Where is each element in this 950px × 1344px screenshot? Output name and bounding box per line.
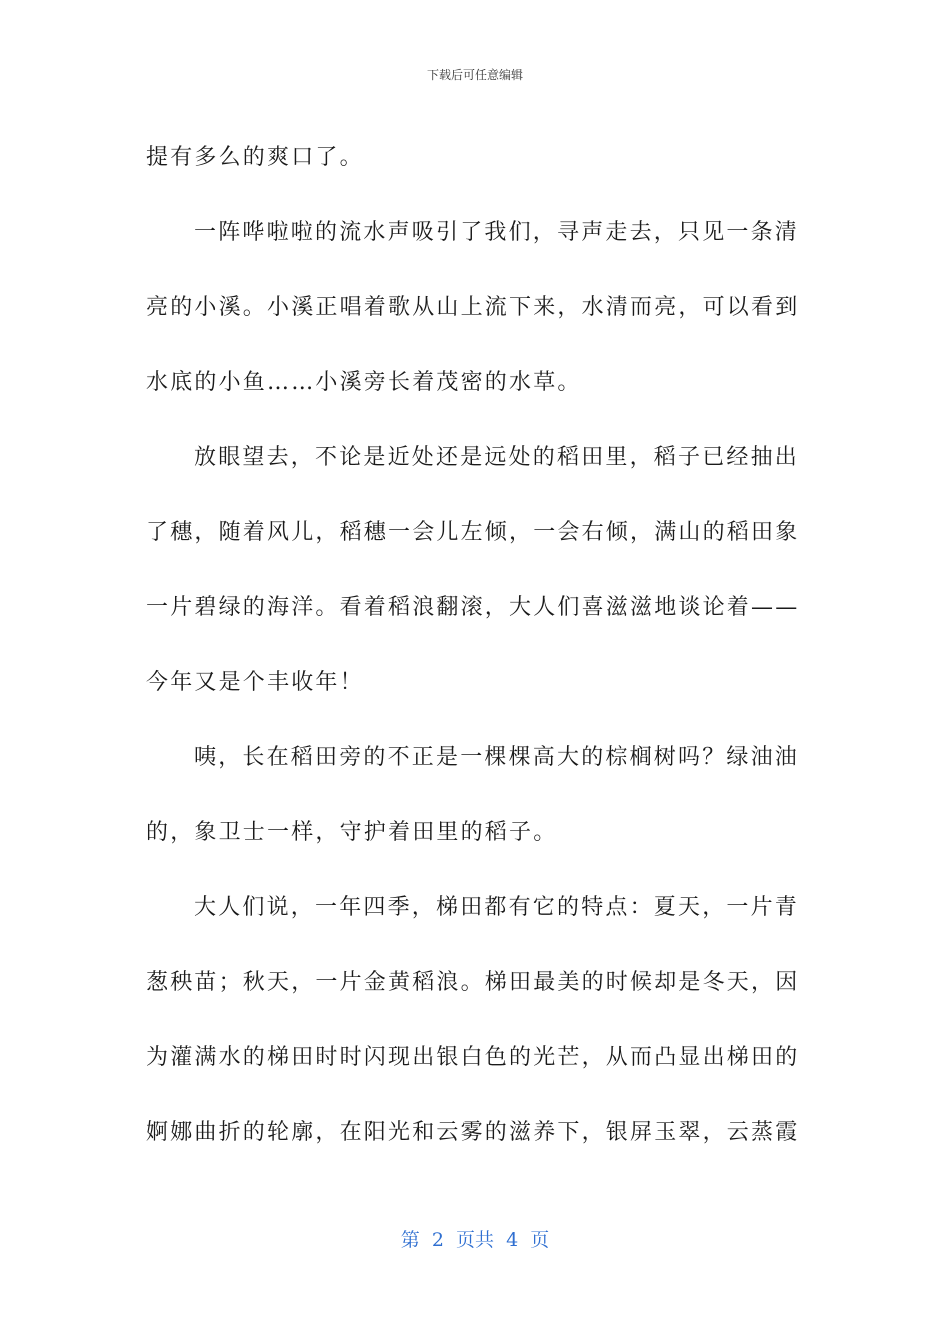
text-line: 水底的小鱼……小溪旁长着茂密的水草。: [146, 370, 582, 395]
paragraph-first-line: 大人们说，一年四季，梯田都有它的特点：夏天，一片青: [194, 895, 800, 920]
text-line: 亮的小溪。小溪正唱着歌从山上流下来，水清而亮，可以看到: [146, 295, 800, 320]
text-line: 的，象卫士一样，守护着田里的稻子。: [146, 820, 558, 845]
text-line: 了穗，随着风儿，稻穗一会儿左倾，一会右倾，满山的稻田象: [146, 520, 800, 545]
page-header: 下载后可任意编辑: [426, 68, 523, 82]
text-line: 葱秧苗；秋天，一片金黄稻浪。梯田最美的时候却是冬天，因: [146, 970, 800, 995]
text-line: 一片碧绿的海洋。看着稻浪翻滚，大人们喜滋滋地谈论着——: [146, 595, 800, 620]
text-line: 提有多么的爽口了。: [146, 145, 364, 170]
text-line: 婀娜曲折的轮廓，在阳光和云雾的滋养下，银屏玉翠，云蒸霞: [146, 1120, 800, 1145]
paragraph-first-line: 咦，长在稻田旁的不正是一棵棵高大的棕榈树吗？绿油油: [194, 745, 800, 770]
text-line: 为灌满水的梯田时时闪现出银白色的光芒，从而凸显出梯田的: [146, 1045, 800, 1070]
document-body: [146, 120, 798, 1170]
text-line: 今年又是个丰收年！: [146, 670, 364, 695]
paragraph-first-line: 一阵哗啦啦的流水声吸引了我们，寻声走去，只见一条清: [194, 220, 800, 245]
page-number-footer: 第 2 页共 4 页: [400, 1229, 550, 1251]
paragraph-first-line: 放眼望去，不论是近处还是远处的稻田里，稻子已经抽出: [194, 445, 800, 470]
